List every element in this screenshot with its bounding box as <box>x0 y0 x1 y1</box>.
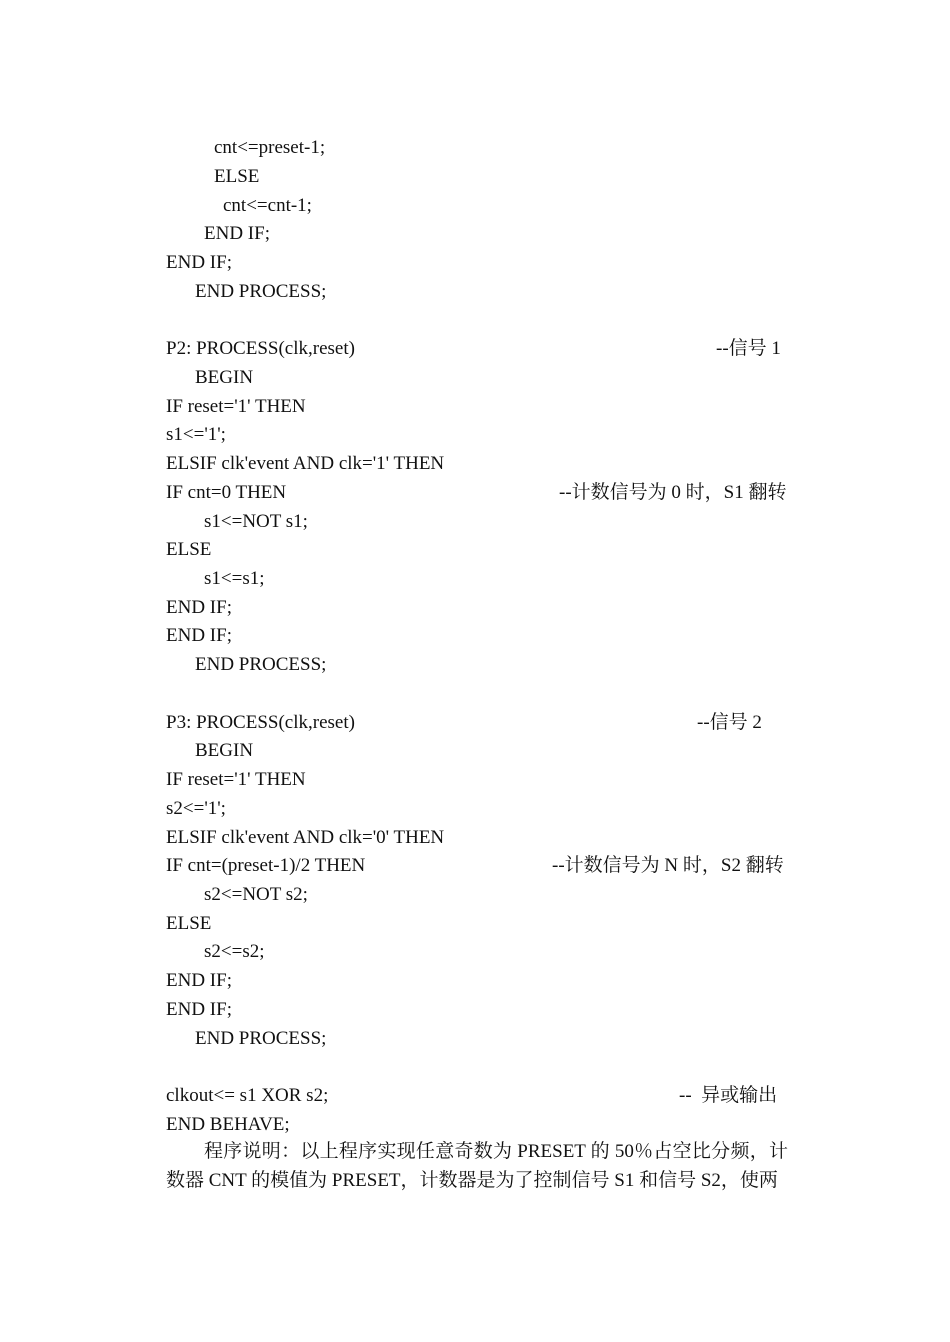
code-line: s2<='1'; <box>166 798 226 819</box>
code-line: s2<=s2; <box>204 941 265 962</box>
code-comment: --计数信号为 N 时，S2 翻转 <box>552 855 784 876</box>
code-comment: --信号 1 <box>716 338 781 359</box>
code-line: s2<=NOT s2; <box>204 884 308 905</box>
code-line: END IF; <box>166 970 232 991</box>
code-comment: --信号 2 <box>697 712 762 733</box>
code-line: END IF; <box>166 999 232 1020</box>
code-line: END BEHAVE; <box>166 1114 290 1135</box>
code-line: END PROCESS; <box>195 1028 327 1049</box>
code-comment: -- 异或输出 <box>679 1085 778 1106</box>
code-line: IF cnt=(preset-1)/2 THEN <box>166 855 366 876</box>
code-line: clkout<= s1 XOR s2; <box>166 1085 329 1106</box>
code-line: END IF; <box>204 223 270 244</box>
code-comment: --计数信号为 0 时，S1 翻转 <box>559 482 787 503</box>
code-line: IF reset='1' THEN <box>166 396 306 417</box>
code-line: cnt<=preset-1; <box>214 137 326 158</box>
code-line: P3: PROCESS(clk,reset) <box>166 712 355 733</box>
code-line: IF cnt=0 THEN <box>166 482 287 503</box>
code-line: P2: PROCESS(clk,reset) <box>166 338 355 359</box>
code-line: END IF; <box>166 625 232 646</box>
code-line: s1<=NOT s1; <box>204 511 308 532</box>
code-line: ELSE <box>166 913 212 934</box>
code-line: END PROCESS; <box>195 654 327 675</box>
code-line: ELSIF clk'event AND clk='0' THEN <box>166 827 445 848</box>
code-line: BEGIN <box>195 740 254 761</box>
code-line: cnt<=cnt-1; <box>223 195 312 216</box>
code-line: END PROCESS; <box>195 281 327 302</box>
code-line: ELSIF clk'event AND clk='1' THEN <box>166 453 445 474</box>
code-line: BEGIN <box>195 367 254 388</box>
code-line: s1<=s1; <box>204 568 265 589</box>
code-line: ELSE <box>214 166 260 187</box>
code-line: ELSE <box>166 539 212 560</box>
code-line: END IF; <box>166 252 232 273</box>
explanation-paragraph: 程序说明：以上程序实现任意奇数为 PRESET 的 50％占空比分频，计数器 CNT 的模值为 PRESET，计数器是为了控制信号 S1 和信号 S2，使两 <box>166 1141 788 1191</box>
code-line: END IF; <box>166 597 232 618</box>
code-line: IF reset='1' THEN <box>166 769 306 790</box>
code-line: s1<='1'; <box>166 424 226 445</box>
